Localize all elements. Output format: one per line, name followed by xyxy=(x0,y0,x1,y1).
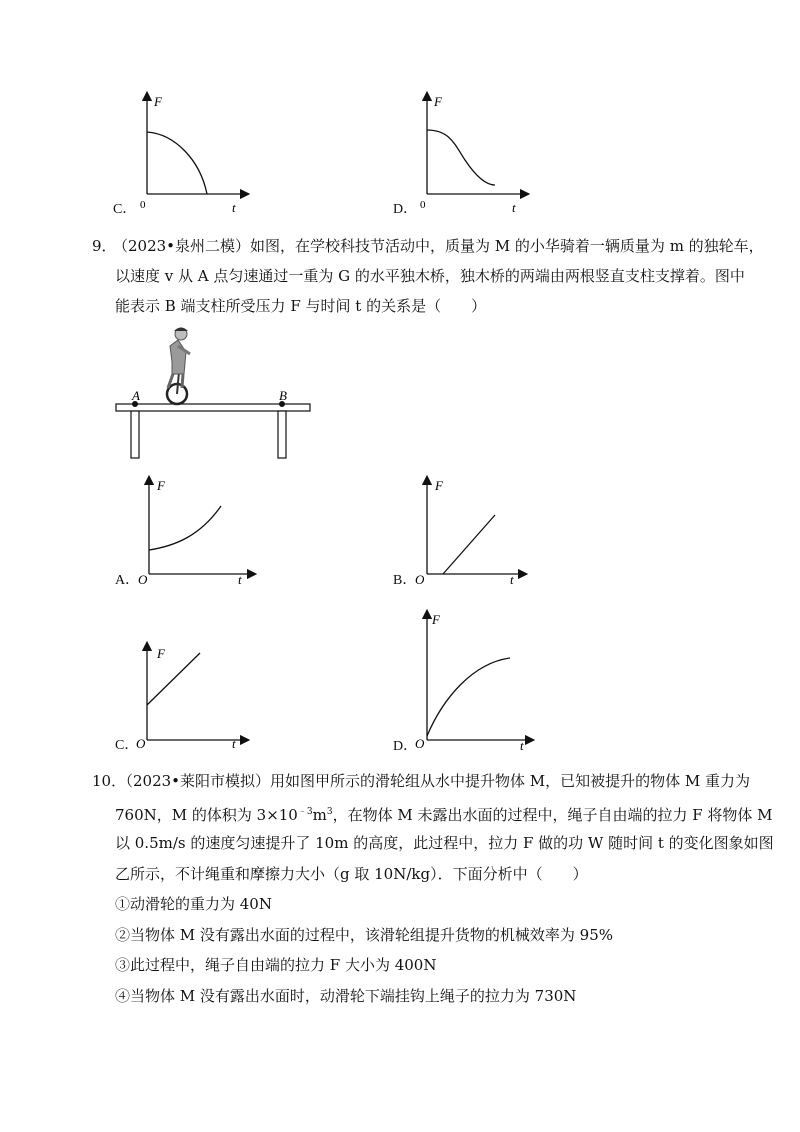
origin-label: 0 xyxy=(420,199,426,211)
pillar-a xyxy=(131,411,139,458)
curve-concave-down xyxy=(147,132,207,194)
question-10-line-1: （2023•莱阳市模拟）用如图甲所示的滑轮组从水中提升物体 M，已知被提升的物体 M 重力为 xyxy=(118,772,751,790)
text-part: ，在物体 M 未露出水面的过程中，绳子自由端的拉力 F 将物体 M xyxy=(332,806,773,824)
question-9-line-2: 以速度 v 从 A 点匀速通过一重为 G 的水平独木桥，独木桥的两端由两根竖直支柱支撑着。图中 xyxy=(115,267,745,285)
text-part: m xyxy=(312,806,327,824)
origin-label: O xyxy=(136,736,146,751)
q9-option-a-graph xyxy=(110,474,260,594)
x-label: t xyxy=(510,572,514,587)
x-label: t xyxy=(238,572,242,587)
point-b-label: B xyxy=(279,388,287,403)
option-label: A． xyxy=(115,573,140,588)
exponent: ﹣3 xyxy=(297,807,313,817)
y-label: F xyxy=(434,94,442,109)
option-label: D． xyxy=(393,202,418,217)
x-label: t xyxy=(232,200,236,215)
curve-s-decreasing xyxy=(427,130,495,185)
origin-label: 0 xyxy=(140,199,146,211)
top-graph-c xyxy=(110,90,260,220)
question-9-line-3: 能表示 B 端支柱所受压力 F 与时间 t 的关系是（ ） xyxy=(115,297,487,315)
question-10-number: 10． xyxy=(92,772,127,790)
question-10-line-2 xyxy=(115,802,773,825)
exponent: 3 xyxy=(326,807,333,817)
statement-2: ②当物体 M 没有露出水面的过程中，该滑轮组提升货物的机械效率为 95% xyxy=(115,926,614,944)
q9-option-d-graph xyxy=(388,608,548,758)
line-from-positive-t xyxy=(443,515,495,574)
statement-3: ③此过程中，绳子自由端的拉力 F 大小为 400N xyxy=(115,956,437,974)
question-9-line-1: （2023•泉州二模）如图，在学校科技节活动中，质量为 M 的小华骑着一辆质量为 m 的独轮车， xyxy=(113,237,764,255)
y-label: F xyxy=(154,94,162,109)
pillar-b xyxy=(278,411,286,458)
option-label: B． xyxy=(393,573,417,588)
bridge-figure xyxy=(112,322,322,462)
y-label: F xyxy=(432,612,440,627)
curve-increasing-concave-down xyxy=(427,658,510,736)
statement-4: ④当物体 M 没有露出水面时，动滑轮下端挂钩上绳子的拉力为 730N xyxy=(115,987,577,1005)
question-9-number: 9． xyxy=(92,237,117,255)
option-label: C． xyxy=(113,202,137,217)
top-graph-d xyxy=(390,90,540,220)
x-label: t xyxy=(232,736,236,751)
curve-increasing-concave-up xyxy=(149,506,221,550)
point-a-label: A xyxy=(132,388,140,403)
origin-label: O xyxy=(415,572,425,587)
option-label: D． xyxy=(393,739,418,754)
question-10-line-3: 以 0.5m/s 的速度匀速提升了 10m 的高度，此过程中，拉力 F 做的功 W 随时间 t 的变化图象如图 xyxy=(115,834,774,852)
q9-option-b-graph xyxy=(388,474,538,594)
y-label: F xyxy=(157,478,165,493)
bridge-svg xyxy=(112,322,322,462)
statement-1: ①动滑轮的重力为 40N xyxy=(115,895,272,913)
option-label: C． xyxy=(115,738,139,753)
question-10-line-4: 乙所示，不计绳重和摩擦力大小（g 取 10N/kg）．下面分析中（ ） xyxy=(115,865,588,883)
line-with-intercept xyxy=(147,653,200,705)
origin-label: O xyxy=(138,572,148,587)
x-label: t xyxy=(512,200,516,215)
x-label: t xyxy=(520,738,524,753)
text-part: 760N，M 的体积为 3×10 xyxy=(115,806,298,824)
origin-label: O xyxy=(415,736,425,751)
q9-option-c-graph xyxy=(110,640,260,760)
y-label: F xyxy=(157,646,165,661)
unicycle-rider-illustration xyxy=(167,328,190,405)
y-label: F xyxy=(435,478,443,493)
